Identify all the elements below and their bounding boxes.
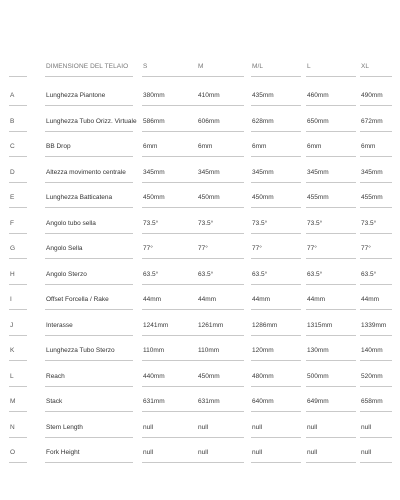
row-value: 77° — [361, 245, 371, 252]
row-value: 345mm — [361, 168, 383, 176]
row-value: 44mm — [252, 296, 271, 303]
row-divider — [168, 462, 244, 463]
header-size-xl: XL — [361, 63, 370, 70]
header-divider — [306, 76, 356, 77]
row-value: 435mm — [252, 92, 274, 99]
row-value: null — [307, 449, 318, 456]
row-letter: G — [10, 245, 16, 252]
row-value: null — [361, 449, 372, 456]
row-value: 44mm — [307, 296, 326, 303]
row-value: 455mm — [307, 194, 329, 201]
row-value: 120mm — [252, 347, 274, 354]
row-value: 6mm — [143, 143, 158, 150]
row-letter: N — [10, 423, 15, 431]
header-size-l: L — [307, 63, 311, 70]
row-value: null — [143, 423, 154, 431]
row-letter: E — [10, 194, 15, 201]
row-value: 110mm — [143, 347, 165, 354]
row-value: 63.5° — [361, 270, 377, 278]
row-label: BB Drop — [46, 143, 71, 150]
table-header-row — [0, 52, 400, 81]
row-value: 450mm — [143, 194, 165, 201]
row-value: 455mm — [361, 194, 383, 201]
row-value: 649mm — [307, 398, 329, 405]
row-value: 1261mm — [198, 321, 224, 329]
row-letter: H — [10, 270, 15, 278]
row-value: 500mm — [307, 372, 329, 380]
row-value: 63.5° — [198, 270, 214, 278]
row-value: 140mm — [361, 347, 383, 354]
row-value: 6mm — [307, 143, 322, 150]
row-value: 586mm — [143, 117, 165, 125]
row-value: 490mm — [361, 92, 383, 99]
row-value: 110mm — [198, 347, 220, 354]
row-value: 73.5° — [143, 219, 159, 227]
row-value: 6mm — [198, 143, 213, 150]
row-label: Stem Length — [46, 423, 83, 431]
row-value: 440mm — [143, 372, 165, 380]
row-value: 77° — [252, 245, 262, 252]
row-value: 640mm — [252, 398, 274, 405]
row-letter: A — [10, 92, 15, 99]
row-value: 606mm — [198, 117, 220, 125]
header-size-ml: M/L — [252, 63, 264, 70]
row-label: Reach — [46, 372, 65, 380]
row-value: 44mm — [361, 296, 380, 303]
row-divider — [45, 462, 133, 463]
row-value: 450mm — [198, 194, 220, 201]
row-value: null — [143, 449, 154, 456]
row-value: null — [252, 449, 263, 456]
row-label: Lunghezza Piantone — [46, 92, 106, 99]
row-value: null — [198, 423, 209, 431]
row-value: 345mm — [198, 168, 220, 176]
header-size-m: M — [198, 63, 204, 70]
row-divider — [9, 462, 27, 463]
row-value: 63.5° — [307, 270, 323, 278]
row-value: 520mm — [361, 372, 383, 380]
row-letter: O — [10, 449, 16, 456]
row-value: 345mm — [143, 168, 165, 176]
row-value: null — [307, 423, 318, 431]
row-value: 6mm — [361, 143, 376, 150]
row-divider — [251, 462, 301, 463]
row-value: 77° — [198, 245, 208, 252]
row-value: 77° — [143, 245, 153, 252]
row-value: 380mm — [143, 92, 165, 99]
header-divider — [360, 76, 392, 77]
row-label: Angolo Sterzo — [46, 270, 87, 278]
row-value: 410mm — [198, 92, 220, 99]
header-size-s: S — [143, 63, 148, 70]
row-value: 345mm — [307, 168, 329, 176]
row-divider — [360, 462, 392, 463]
row-label: Offset Forcella / Rake — [46, 296, 109, 303]
row-value: 73.5° — [307, 219, 323, 227]
row-value: 450mm — [198, 372, 220, 380]
row-value: 63.5° — [252, 270, 268, 278]
row-value: null — [198, 449, 209, 456]
row-value: 631mm — [143, 398, 165, 405]
row-label: Lunghezza Tubo Sterzo — [46, 347, 115, 354]
header-divider — [9, 76, 27, 77]
row-label: Lunghezza Batticatena — [46, 194, 113, 201]
row-value: null — [252, 423, 263, 431]
row-label: Lunghezza Tubo Orizz. Virtuale — [46, 117, 137, 125]
row-label: Fork Height — [46, 449, 80, 456]
header-divider — [168, 76, 244, 77]
row-value: 63.5° — [143, 270, 159, 278]
row-letter: C — [10, 143, 15, 150]
row-letter: B — [10, 117, 15, 125]
row-letter: K — [10, 347, 15, 354]
row-value: 73.5° — [361, 219, 377, 227]
header-frame-size-label: DIMENSIONE DEL TELAIO — [46, 63, 129, 70]
row-value: 1315mm — [307, 321, 333, 329]
row-value: 480mm — [252, 372, 274, 380]
row-value: 650mm — [307, 117, 329, 125]
row-value: 73.5° — [252, 219, 268, 227]
row-value: 631mm — [198, 398, 220, 405]
row-value: 77° — [307, 245, 317, 252]
row-label: Interasse — [46, 321, 73, 329]
row-value: 628mm — [252, 117, 274, 125]
row-value: null — [361, 423, 372, 431]
row-value: 73.5° — [198, 219, 214, 227]
row-letter: F — [10, 219, 14, 227]
row-letter: D — [10, 168, 15, 176]
row-divider — [306, 462, 356, 463]
row-label: Altezza movimento centrale — [46, 168, 126, 176]
row-value: 658mm — [361, 398, 383, 405]
row-value: 130mm — [307, 347, 329, 354]
row-value: 450mm — [252, 194, 274, 201]
table-row — [0, 438, 400, 467]
row-label: Angolo Sella — [46, 245, 83, 252]
row-value: 44mm — [198, 296, 217, 303]
row-value: 460mm — [307, 92, 329, 99]
row-value: 1241mm — [143, 321, 169, 329]
row-value: 1339mm — [361, 321, 387, 329]
header-divider — [251, 76, 301, 77]
header-divider — [45, 76, 133, 77]
row-value: 1286mm — [252, 321, 278, 329]
row-value: 44mm — [143, 296, 162, 303]
row-letter: J — [10, 321, 14, 329]
row-value: 345mm — [252, 168, 274, 176]
row-letter: L — [10, 372, 14, 380]
row-label: Angolo tubo sella — [46, 219, 96, 227]
row-value: 6mm — [252, 143, 267, 150]
row-letter: M — [10, 398, 16, 405]
row-label: Stack — [46, 398, 63, 405]
row-value: 672mm — [361, 117, 383, 125]
row-letter: I — [10, 296, 12, 303]
